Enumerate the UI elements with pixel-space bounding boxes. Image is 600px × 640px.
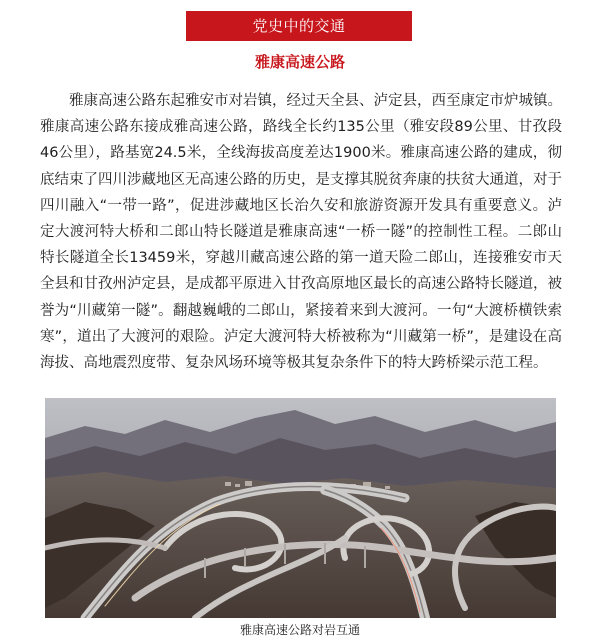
article-paragraph: 雅康高速公路东起雅安市对岩镇，经过天全县、泸定县，西至康定市炉城镇。雅康高速公路东接成雅高速公路，路线全长约135公里（雅安段89公里、甘孜段46公里），路基宽24.5米，全线海拔高度差达1900米。雅康高速公路的建成，彻底结束了四川涉藏地区无高速公路的历史，是支撑其脱贫奔康的扶贫大通道，对于四川融入“一带一路”，促进涉藏地区长治久安和旅游资源开发具有重要意义。泸定大渡河特大桥和二郎山特长隧道是雅康高速“一桥一隧”的控制性工程。二郎山特长隧道全长13459米，穿越川藏高速公路的第一道天险二郎山，连接雅安市天全县和甘孜州泸定县，是成都平原进入甘孜高原地区最长的高速公路特长隧道，被誉为“川藏第一隧”。翻越巍峨的二郎山，紧接着来到大渡河。一句“大渡桥横铁索寒”，道出了大渡河的艰险。泸定大渡河特大桥被称为“川藏第一桥”，是建设在高海拔、高地震烈度带、复杂风场环境等极其复杂条件下的特大跨桥梁示范工程。 (40, 93, 562, 372)
banner-title: 党史中的交通 (252, 17, 346, 35)
article-subtitle: 雅康高速公路 (254, 53, 345, 71)
interchange-photo (45, 398, 556, 618)
section-banner (186, 11, 412, 41)
photo-caption: 雅康高速公路对岩互通 (239, 623, 360, 637)
